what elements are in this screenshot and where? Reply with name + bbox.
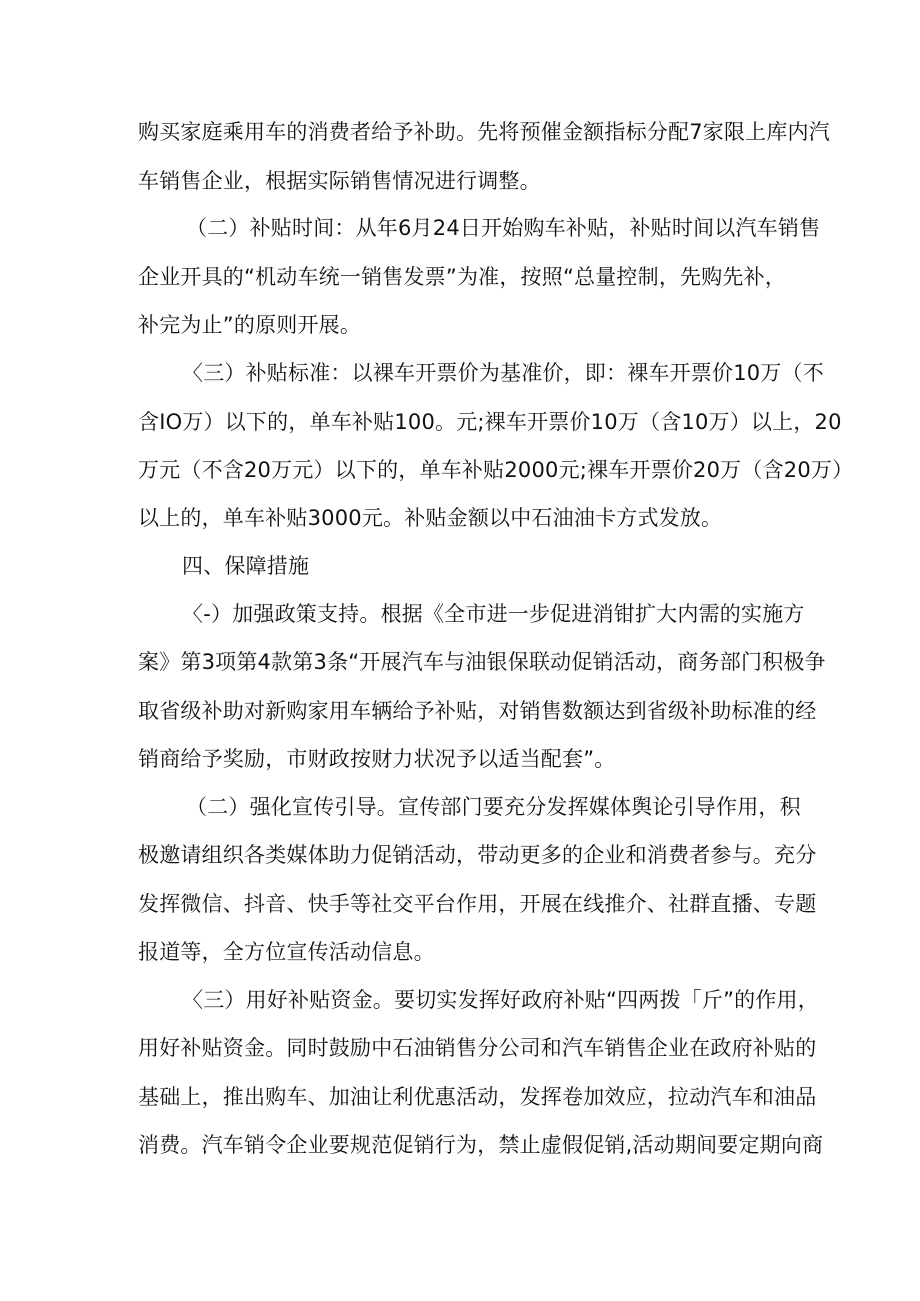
- paragraph-6-line-1: （二）强化宣传引导。宣传部门要充分发挥媒体舆论引导作用，积: [186, 795, 801, 819]
- paragraph-6-line-2: 极邀请组织各类媒体助力促销活动，带动更多的企业和消费者参与。充分: [138, 843, 817, 867]
- paragraph-1-line-1: 购买家庭乘用车的消费者给予补助。先将预催金额指标分配7家限上库内汽: [138, 120, 830, 144]
- paragraph-2-line-3: 补完为止”的原则开展。: [138, 313, 362, 337]
- paragraph-5-line-1: 〈-）加强政策支持。根据《全市进一步促进消钳扩大内需的实施方: [182, 602, 805, 626]
- paragraph-7-line-2: 用好补贴资金。同时鼓励中石油销售分公司和汽车销售企业在政府补贴的: [138, 1036, 817, 1060]
- paragraph-7-line-1: 〈三）用好补贴资金。要切实发挥好政府补贴“四两拨「斤”的作用，: [182, 988, 819, 1012]
- paragraph-7-line-3: 基础上，推出购车、加油让利优惠活动，发挥卷加效应，拉动汽车和油品: [138, 1085, 817, 1109]
- section-heading-safeguard-measures: 四、保障措施: [182, 554, 310, 578]
- paragraph-3-line-3: 万元（不含20万元）以下的，单车补贴2000元;裸车开票价20万（含20万）: [138, 458, 854, 482]
- paragraph-2-line-1: （二）补贴时间：从年6月24日开始购车补贴，补贴时间以汽车销售: [186, 216, 821, 240]
- paragraph-3-line-2: 含IO万）以下的，单车补贴100。元;裸车开票价10万（含10万）以上，20: [138, 410, 842, 434]
- paragraph-1-line-2: 车销售企业，根据实际销售情况进行调整。: [138, 169, 541, 193]
- paragraph-6-line-3: 发挥微信、抖音、快手等社交平台作用，开展在线推介、社群直播、专题: [138, 892, 817, 916]
- paragraph-3-line-1: 〈三）补贴标准：以裸车开票价为基准价，即：裸车开票价10万（不: [182, 361, 824, 385]
- paragraph-5-line-2: 案》第3项第4款第3条“开展汽车与油银保联动促销活动，商务部门积极争: [138, 650, 826, 674]
- paragraph-5-line-3: 取省级补助对新购家用车辆给予补贴，对销售数额达到省级补助标准的经: [138, 699, 817, 723]
- paragraph-6-line-4: 报道等，全方位宣传活动信息。: [138, 940, 435, 964]
- paragraph-7-line-4: 消费。汽车销令企业要规范促销行为，禁止虚假促销,活动期间要定期向商: [138, 1133, 824, 1157]
- paragraph-3-line-4: 以上的，单车补贴3000元。补贴金额以中石油油卡方式发放。: [138, 506, 723, 530]
- paragraph-2-line-2: 企业开具的“机动车统一销售发票”为准，按照“总量控制，先购先补，: [138, 265, 787, 289]
- paragraph-5-line-4: 销商给予奖励，市财政按财力状况予以适当配套”。: [138, 747, 616, 771]
